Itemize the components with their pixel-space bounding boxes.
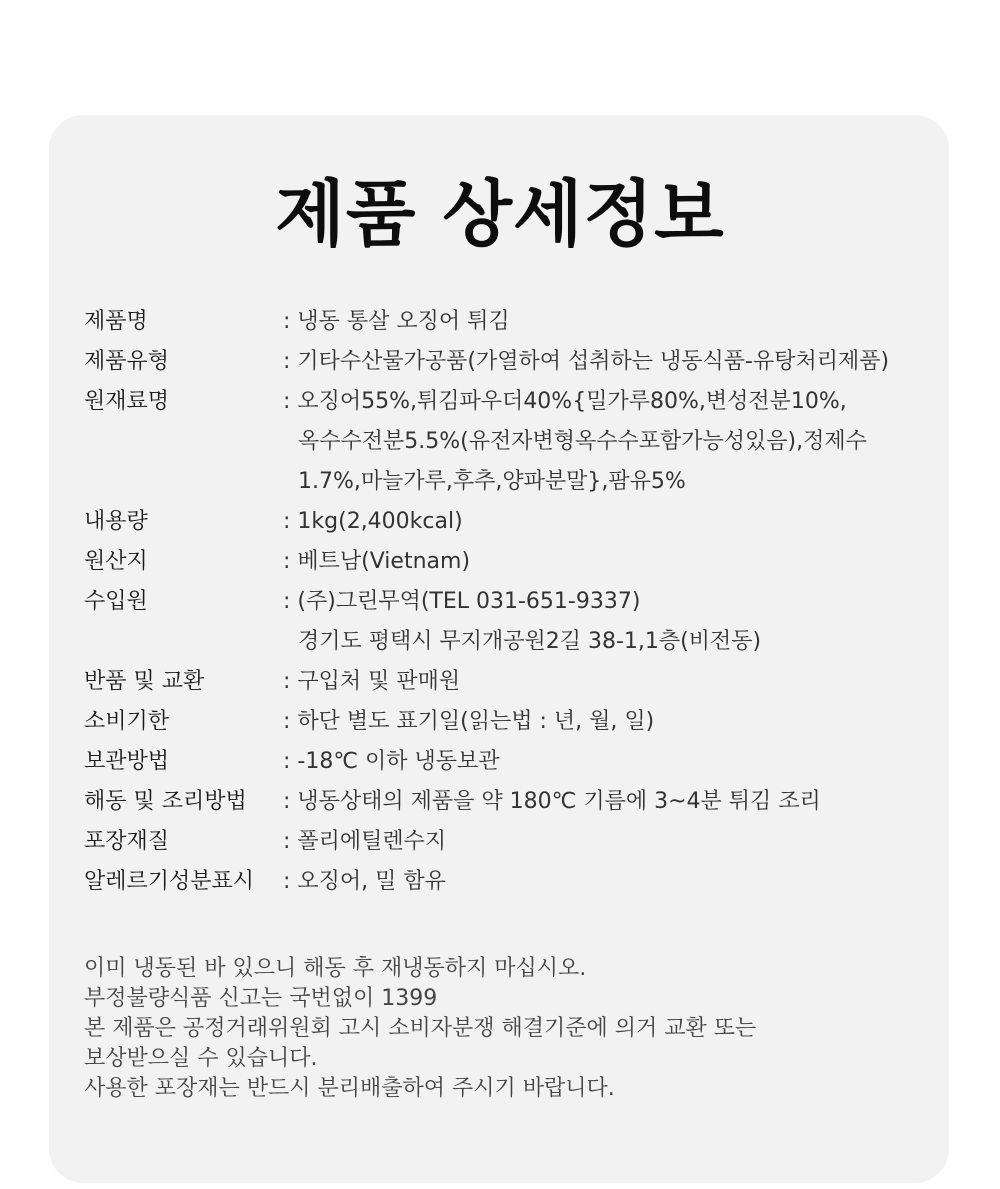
detail-value bbox=[283, 382, 964, 502]
detail-value-line: : 오징어55%,튀김파우더40%{밀가루80%,변성전분10%, bbox=[283, 389, 847, 414]
detail-value-line: : 하단 별도 표기일(읽는법 : 년, 월, 일) bbox=[283, 709, 655, 734]
notice-line: 보상받으실 수 있습니다. bbox=[84, 1046, 318, 1071]
detail-value bbox=[283, 582, 964, 662]
detail-value-line: : 냉동 통살 오징어 튀김 bbox=[283, 309, 510, 334]
notice-block bbox=[84, 954, 944, 1104]
detail-value bbox=[283, 782, 964, 822]
detail-value bbox=[283, 342, 964, 382]
detail-value-line: : 구입처 및 판매원 bbox=[283, 669, 461, 694]
detail-label: 수입원 bbox=[84, 589, 148, 614]
detail-row-storage bbox=[84, 742, 964, 782]
detail-value bbox=[283, 302, 964, 342]
detail-row-expiry bbox=[84, 702, 964, 742]
detail-row-product-name bbox=[84, 302, 964, 342]
detail-label: 제품유형 bbox=[84, 349, 170, 374]
detail-value bbox=[283, 542, 964, 582]
detail-value-line: : 기타수산물가공품(가열하여 섭취하는 냉동식품-유탕처리제품) bbox=[283, 349, 890, 374]
detail-value-line: 옥수수전분5.5%(유전자변형옥수수포함가능성있음),정제수 bbox=[298, 429, 867, 454]
detail-value bbox=[283, 702, 964, 742]
detail-label: 보관방법 bbox=[84, 749, 170, 774]
detail-value-line: : -18℃ 이하 냉동보관 bbox=[283, 749, 500, 774]
detail-value-line: : 오징어, 밀 함유 bbox=[283, 869, 446, 894]
detail-row-allergens bbox=[84, 862, 964, 902]
detail-value-line: : 냉동상태의 제품을 약 180℃ 기름에 3~4분 튀김 조리 bbox=[283, 789, 821, 814]
detail-value bbox=[283, 822, 964, 862]
detail-label: 포장재질 bbox=[84, 829, 170, 854]
notice-line: 사용한 포장재는 반드시 분리배출하여 주시기 바랍니다. bbox=[84, 1076, 615, 1101]
detail-value-line: 경기도 평택시 무지개공원2길 38-1,1층(비전동) bbox=[298, 629, 762, 654]
detail-value-line: : (주)그린무역(TEL 031-651-9337) bbox=[283, 589, 641, 614]
detail-value bbox=[283, 502, 964, 542]
notice-line: 본 제품은 공정거래위원회 고시 소비자분쟁 해결기준에 의거 교환 또는 bbox=[84, 1016, 757, 1041]
detail-row-importer bbox=[84, 582, 964, 662]
page-title: 제품 상세정보 bbox=[275, 172, 725, 256]
detail-label: 내용량 bbox=[84, 509, 148, 534]
detail-row-product-type bbox=[84, 342, 964, 382]
detail-label: 원산지 bbox=[84, 549, 148, 574]
detail-value bbox=[283, 742, 964, 782]
detail-row-ingredients bbox=[84, 382, 964, 502]
detail-row-cooking bbox=[84, 782, 964, 822]
detail-label: 해동 및 조리방법 bbox=[84, 789, 247, 814]
detail-label: 소비기한 bbox=[84, 709, 170, 734]
detail-value bbox=[283, 862, 964, 902]
notice-line: 부정불량식품 신고는 국번없이 1399 bbox=[84, 986, 438, 1011]
detail-value-line: : 베트남(Vietnam) bbox=[283, 549, 471, 574]
detail-value-line: : 1kg(2,400kcal) bbox=[283, 509, 463, 534]
detail-table bbox=[84, 302, 964, 902]
detail-value bbox=[283, 662, 964, 702]
detail-label: 알레르기성분표시 bbox=[84, 869, 255, 894]
detail-row-return-exchange bbox=[84, 662, 964, 702]
detail-value-line: : 폴리에틸렌수지 bbox=[283, 829, 447, 854]
detail-label: 원재료명 bbox=[84, 389, 170, 414]
detail-row-packaging bbox=[84, 822, 964, 862]
detail-row-net-weight bbox=[84, 502, 964, 542]
notice-line: 이미 냉동된 바 있으니 해동 후 재냉동하지 마십시오. bbox=[84, 956, 587, 981]
detail-row-origin bbox=[84, 542, 964, 582]
detail-label: 반품 및 교환 bbox=[84, 669, 205, 694]
detail-label: 제품명 bbox=[84, 309, 148, 334]
detail-value-line: 1.7%,마늘가루,후추,양파분말},팜유5% bbox=[298, 469, 686, 494]
